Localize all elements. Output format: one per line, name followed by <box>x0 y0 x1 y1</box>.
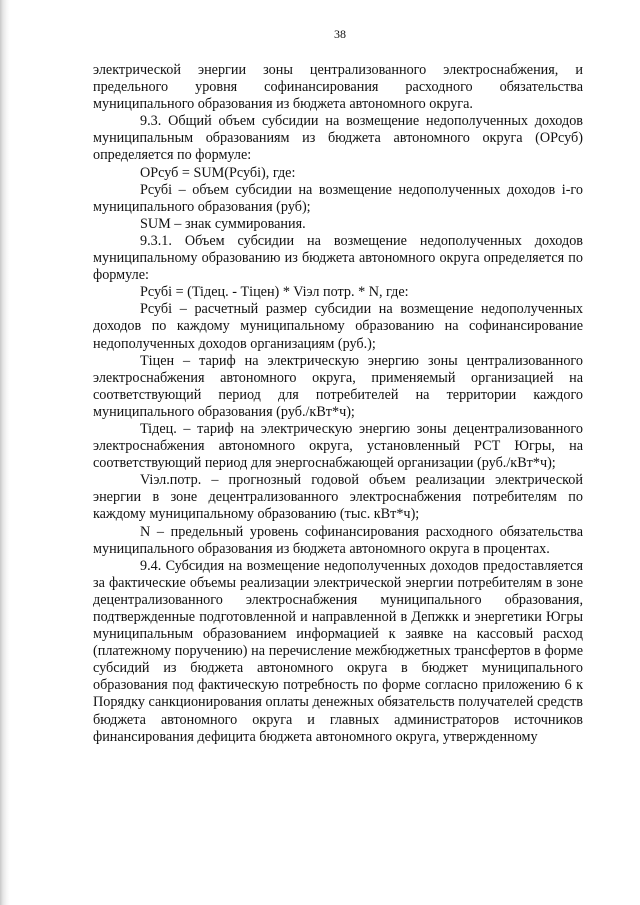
formula-psubi: Pсубi = (Tiдец. - Тiцен) * Viэл потр. * N, где: <box>140 284 409 301</box>
definition-viel: Viэл.потр. – прогнозный годовой объем реализации электрической энергии в зоне децентрализованного электроснабжения потребителям по каждому муниципальному образованию (тыс. кВт*ч); <box>93 472 583 523</box>
formula-total-subsidy: ОРсуб = SUM(Pсубi), где: <box>140 164 296 181</box>
paragraph-9-3-1: 9.3.1. Объем субсидии на возмещение недополученных доходов муниципальному образованию из бюджета автономного округа определяется по формуле: <box>93 232 583 284</box>
paragraph-continuation: электрической энергии зоны централизованного электроснабжения, и предельного уровня софинансирования расходного обязательства муниципального образования из бюджета автономного округа. <box>93 62 583 113</box>
definition-psubi-calc: Pсубi – расчетный размер субсидии на возмещение недополученных доходов по каждому муниципальному образованию на софинансирование недополученных доходов организациям (руб.); <box>93 301 583 352</box>
paragraph-9-4: 9.4. Субсидия на возмещение недополученных доходов предоставляется за фактические объемы реализации электрической энергии потребителям в зоне децентрализованного электроснабжения муниципального образования, подтвержденные подготовленной и направленной в Депжкк и энергетики Югры муниципальным образованием информацией к заявке на кассовый расход (платежному поручению) на перечисление межбюджетных трансфертов в форме субсидий из бюджета автономного округа в бюджет муниципального образования под фактическую потребность по форме согласно приложению 6 к Порядку санкционирования оплаты денежных обязательств получателей средств бюджета автономного округа и главных администраторов источников финансирования дефицита бюджета автономного округа, утвержденному <box>93 557 583 745</box>
definition-tidec: Tiдец. – тариф на электрическую энергию зоны децентрализованного электроснабжения автономного округа, установленный РСТ Югры, на соответствующий период для энергоснабжающей организации (руб./кВт*ч); <box>93 420 583 472</box>
paragraph-9-3: 9.3. Общий объем субсидии на возмещение недополученных доходов муниципальным образованиям из бюджета автономного округа (ОРсуб) определяется по формуле: <box>93 113 583 164</box>
definition-ticen: Тiцен – тариф на электрическую энергию зоны централизованного электроснабжения автономного округа, применяемый организацией на соответствующий период для потребителей на территории каждого муниципального образования (руб./кВт*ч); <box>93 352 583 420</box>
definition-psubi: Pсубi – объем субсидии на возмещение недополученных доходов i-го муниципального образования (руб); <box>93 181 583 215</box>
page-number: 38 <box>334 27 346 41</box>
scan-left-edge <box>0 0 10 905</box>
document-body <box>93 62 583 746</box>
definition-n: N – предельный уровень софинансирования расходного обязательства муниципального образования из бюджета автономного округа в процентах. <box>93 523 583 557</box>
definition-sum: SUM – знак суммирования. <box>140 215 306 232</box>
